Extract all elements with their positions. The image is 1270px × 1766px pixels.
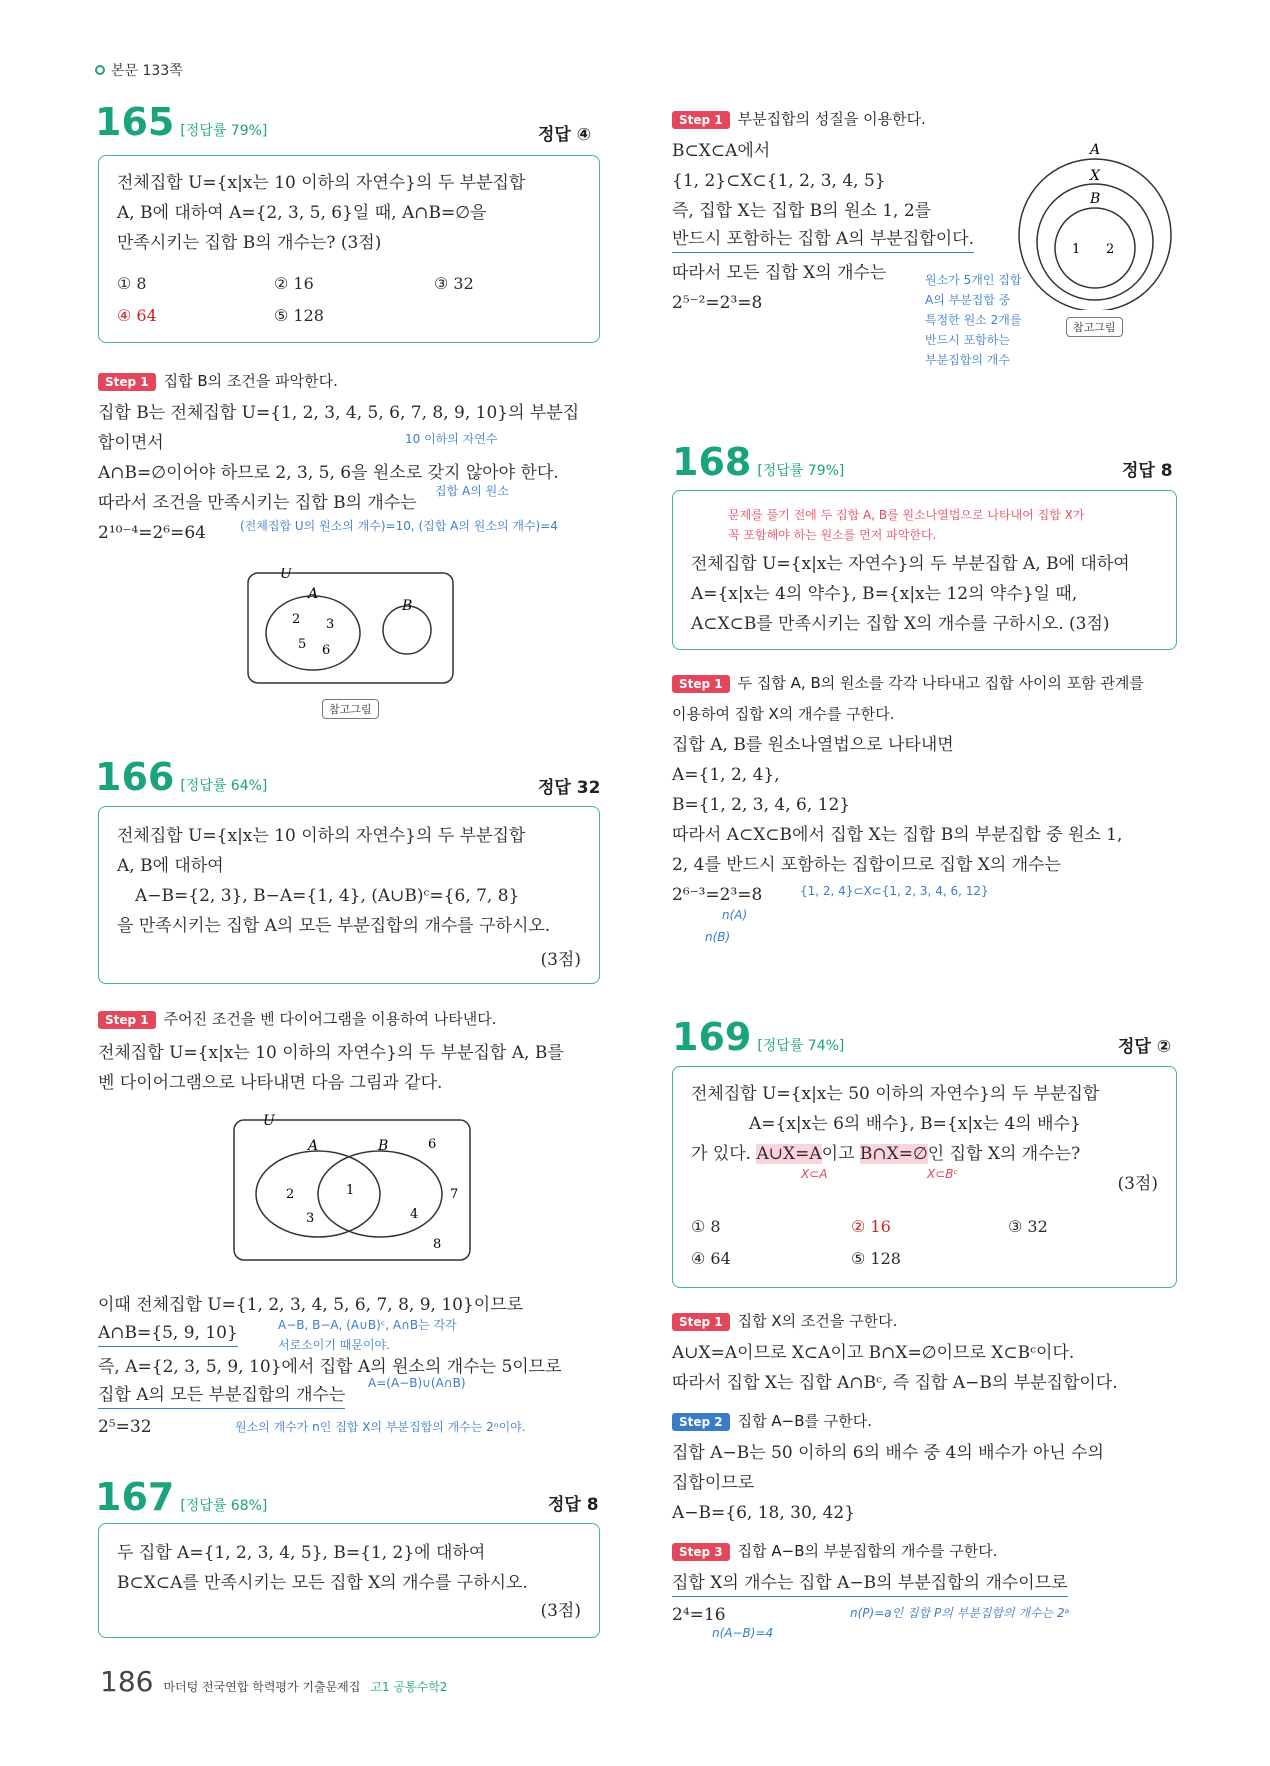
points: (3점) xyxy=(540,1601,581,1621)
solution-line: 2⁵⁻²=2³=8 xyxy=(672,293,763,313)
step-title: 주어진 조건을 벤 다이어그램을 이용하여 나타낸다. xyxy=(163,1010,497,1028)
annotation: 원소가 5개인 집합 xyxy=(925,273,1022,287)
problem-166-header xyxy=(95,755,267,799)
step-169-3 xyxy=(672,1540,997,1561)
choice-4-selected: ④ 64 xyxy=(117,306,157,325)
problem-165-header xyxy=(95,100,267,144)
annotation-block xyxy=(925,270,1021,370)
problem-number: 165 xyxy=(95,100,175,144)
step-title: 집합 A−B의 부분집합의 개수를 구한다. xyxy=(737,1542,998,1560)
question-line: 전체집합 U={x|x는 자연수}의 두 부분집합 A, B에 대하여 xyxy=(691,554,1130,574)
annotation: n(A) xyxy=(722,908,748,922)
question-line: 전체집합 U={x|x는 10 이하의 자연수}의 두 부분집합 xyxy=(117,173,526,193)
solution-line: B⊂X⊂A에서 xyxy=(672,141,771,161)
solution-line: 이때 전체집합 U={1, 2, 3, 4, 5, 6, 7, 8, 9, 10}이므로 xyxy=(98,1295,524,1315)
step-title: 부분집합의 성질을 이용한다. xyxy=(737,110,926,128)
label-a: A xyxy=(308,1138,319,1154)
annotation: A의 부분집합 중 xyxy=(925,293,1011,307)
annotation: n(B) xyxy=(705,930,731,944)
solution-line: 집합 A의 모든 부분집합의 개수는 xyxy=(98,1382,345,1409)
annotation: {1, 2, 4}⊂X⊂{1, 2, 3, 4, 6, 12} xyxy=(800,884,989,898)
venn-diagram-165 xyxy=(240,568,460,688)
accuracy-rate: [정답률 74%] xyxy=(757,1038,845,1054)
element: 3 xyxy=(326,617,335,632)
solution-line: A∩B=∅이어야 하므로 2, 3, 5, 6을 원소로 갖지 않아야 한다. xyxy=(98,463,559,483)
accuracy-rate: [정답률 68%] xyxy=(180,1498,268,1514)
step-166 xyxy=(98,1008,497,1029)
label-u: U xyxy=(280,568,292,582)
accuracy-rate: [정답률 64%] xyxy=(180,778,268,794)
element: 1 xyxy=(346,1183,355,1198)
page-number: 186 xyxy=(100,1665,154,1698)
problem-167-header xyxy=(95,1475,267,1519)
accuracy-rate: [정답률 79%] xyxy=(180,123,268,139)
step-badge: Step 1 xyxy=(98,1011,156,1029)
annotation: 10 이하의 자연수 xyxy=(405,432,498,446)
set-a-circle xyxy=(266,596,360,670)
question-box-169 xyxy=(672,1066,1177,1288)
element: 6 xyxy=(322,643,331,658)
hint-line: 문제를 풀기 전에 두 집합 A, B를 원소나열법으로 나타내어 집합 X가 xyxy=(728,508,1085,522)
step-167 xyxy=(672,108,926,129)
solution-line: A∩B={5, 9, 10} xyxy=(98,1320,238,1347)
element: 3 xyxy=(306,1211,315,1226)
solution-line: 벤 다이어그램으로 나타내면 다음 그림과 같다. xyxy=(98,1073,443,1093)
annotation: n(P)=a인 집합 P의 부분집합의 개수는 2ᵃ xyxy=(850,1606,1070,1620)
footer xyxy=(100,1665,447,1698)
step-badge: Step 1 xyxy=(672,1313,730,1331)
step-badge: Step 1 xyxy=(672,675,730,693)
question-line: 을 만족시키는 집합 A의 모든 부분집합의 개수를 구하시오. xyxy=(117,916,551,936)
label-b: B xyxy=(402,598,413,614)
label-b: B xyxy=(378,1138,389,1154)
solution-line: 따라서 집합 X는 집합 A∩Bᶜ, 즉 집합 A−B의 부분집합이다. xyxy=(672,1373,1118,1393)
label-u: U xyxy=(263,1113,275,1129)
question-line: A, B에 대하여 xyxy=(117,856,224,876)
solution-line: 집합이므로 xyxy=(672,1473,755,1493)
question-line: A−B={2, 3}, B−A={1, 4}, (A∪B)ᶜ={6, 7, 8} xyxy=(135,886,520,906)
question-box-168 xyxy=(672,490,1177,650)
choice-2-selected: ② 16 xyxy=(851,1217,891,1236)
solution-line: 즉, A={2, 3, 5, 9, 10}에서 집합 A의 원소의 개수는 5이므로 xyxy=(98,1357,562,1377)
element: 2 xyxy=(286,1187,295,1202)
choice-5: ⑤ 128 xyxy=(274,306,324,325)
venn-diagram-166 xyxy=(228,1112,478,1267)
solution-line: B={1, 2, 3, 4, 6, 12} xyxy=(672,795,851,815)
page-ref-text: 본문 133쪽 xyxy=(111,63,183,79)
question-line: 만족시키는 집합 B의 개수는? (3점) xyxy=(117,233,382,253)
element: 6 xyxy=(428,1137,437,1152)
solution-line: A={1, 2, 4}, xyxy=(672,765,780,785)
annotation: X⊂Bᶜ xyxy=(927,1167,958,1181)
solution-line: 2⁶⁻³=2³=8 xyxy=(672,885,763,905)
solution-line: A−B={6, 18, 30, 42} xyxy=(672,1503,856,1523)
element: 1 xyxy=(1072,242,1081,257)
label-a: A xyxy=(308,586,319,602)
universal-set-box xyxy=(248,573,453,683)
question-line: A, B에 대하여 A={2, 3, 5, 6}일 때, A∩B=∅을 xyxy=(117,203,487,223)
annotation: 부분집합의 개수 xyxy=(925,353,1010,367)
points: (3점) xyxy=(540,950,581,970)
annotation: A=(A−B)∪(A∩B) xyxy=(368,1376,466,1390)
label-b: B xyxy=(1090,191,1101,207)
annotation: A−B, B−A, (A∪B)ᶜ, A∩B는 각각 xyxy=(278,1318,457,1332)
annotation: X⊂A xyxy=(801,1167,828,1181)
annotation: 집합 A의 원소 xyxy=(435,484,509,498)
problem-number: 166 xyxy=(95,755,175,799)
question-line: 두 집합 A={1, 2, 3, 4, 5}, B={1, 2}에 대하여 xyxy=(117,1543,486,1563)
solution-line: 합이면서 xyxy=(98,433,164,453)
solution-line: 2⁴=16 xyxy=(672,1605,726,1625)
element: 2 xyxy=(292,612,301,627)
answer-169: 정답 ② xyxy=(1118,1037,1172,1057)
step-title: 집합 A−B를 구한다. xyxy=(737,1412,873,1430)
problem-number: 167 xyxy=(95,1475,175,1519)
page-reference xyxy=(95,60,183,80)
choice-5: ⑤ 128 xyxy=(851,1249,901,1268)
step-title-continued: 이용하여 집합 X의 개수를 구한다. xyxy=(672,705,895,723)
choice-1: ① 8 xyxy=(117,274,147,293)
step-badge: Step 1 xyxy=(98,373,156,391)
label-x: X xyxy=(1090,168,1100,184)
step-badge: Step 3 xyxy=(672,1543,730,1561)
answer-166: 정답 32 xyxy=(538,778,601,798)
solution-line: 반드시 포함하는 집합 A의 부분집합이다. xyxy=(672,226,974,253)
solution-line: 집합 A−B는 50 이하의 6의 배수 중 4의 배수가 아닌 수의 xyxy=(672,1443,1104,1463)
solution-line: 따라서 A⊂X⊂B에서 집합 X는 집합 B의 부분집합 중 원소 1, xyxy=(672,825,1123,845)
text: 이고 xyxy=(821,1144,860,1164)
annotation: 원소의 개수가 n인 집합 X의 부분집합의 개수는 2ⁿ이야. xyxy=(235,1420,526,1434)
element: 7 xyxy=(450,1187,459,1202)
annotation: n(A−B)=4 xyxy=(712,1626,774,1640)
nested-sets-diagram-167 xyxy=(1010,140,1180,310)
question-box-165 xyxy=(98,155,600,343)
question-line: A⊂X⊂B를 만족시키는 집합 X의 개수를 구하시오. (3점) xyxy=(691,614,1110,634)
choice-1: ① 8 xyxy=(691,1217,721,1236)
problem-168-header xyxy=(672,440,844,484)
circle-icon xyxy=(95,65,105,75)
element: 5 xyxy=(298,637,307,652)
solution-line: 2⁵=32 xyxy=(98,1417,152,1437)
answer-165: 정답 ④ xyxy=(538,125,592,145)
solution-line: 집합 X의 개수는 집합 A−B의 부분집합의 개수이므로 xyxy=(672,1570,1068,1597)
set-b-circle xyxy=(1055,208,1135,288)
step-title: 집합 X의 조건을 구한다. xyxy=(737,1312,898,1330)
solution-line: 2, 4를 반드시 포함하는 집합이므로 집합 X의 개수는 xyxy=(672,855,1061,875)
question-line: A={x|x는 4의 약수}, B={x|x는 12의 약수}일 때, xyxy=(691,584,1078,604)
solution-line: 집합 A, B를 원소나열법으로 나타내면 xyxy=(672,735,954,755)
hint-block xyxy=(728,505,1084,545)
element: 4 xyxy=(410,1207,419,1222)
book-title: 마더텅 전국연합 학력평가 기출문제집 xyxy=(163,1680,361,1694)
annotation: 서로소이기 때문이야. xyxy=(278,1338,390,1352)
element: 8 xyxy=(433,1237,442,1252)
highlighted-condition: A∪X=A xyxy=(756,1144,822,1164)
solution-line: A∪X=A이므로 X⊂A이고 B∩X=∅이므로 X⊂Bᶜ이다. xyxy=(672,1343,1075,1363)
problem-169-header xyxy=(672,1015,844,1059)
annotation: 반드시 포함하는 xyxy=(925,333,1010,347)
solution-line: 따라서 모든 집합 X의 개수는 xyxy=(672,263,887,283)
step-165 xyxy=(98,370,338,391)
solution-line: 2¹⁰⁻⁴=2⁶=64 xyxy=(98,523,206,543)
solution-line: 집합 B는 전체집합 U={1, 2, 3, 4, 5, 6, 7, 8, 9, 10}의 부분집 xyxy=(98,403,580,423)
highlighted-condition: B∩X=∅ xyxy=(859,1144,928,1164)
hint-line: 꼭 포함해야 하는 원소를 먼저 파악한다. xyxy=(728,528,937,542)
problem-number: 169 xyxy=(672,1015,752,1059)
reference-figure-tag: 참고그림 xyxy=(322,699,379,719)
solution-line: 전체집합 U={x|x는 10 이하의 자연수}의 두 부분집합 A, B를 xyxy=(98,1043,564,1063)
question-line: B⊂X⊂A를 만족시키는 모든 집합 X의 개수를 구하시오. xyxy=(117,1573,528,1593)
step-title: 집합 B의 조건을 파악한다. xyxy=(163,372,338,390)
solution-line: {1, 2}⊂X⊂{1, 2, 3, 4, 5} xyxy=(672,171,886,191)
reference-figure-tag: 참고그림 xyxy=(1066,317,1123,337)
subject: 고1 공통수학2 xyxy=(370,1680,448,1694)
step-169-1 xyxy=(672,1310,897,1331)
annotation: (전체집합 U의 원소의 개수)=10, (집합 A의 원소의 개수)=4 xyxy=(240,519,558,533)
points: (3점) xyxy=(1117,1174,1158,1194)
answer-167: 정답 8 xyxy=(548,1495,599,1515)
question-box-166 xyxy=(98,806,600,984)
step-badge: Step 1 xyxy=(672,111,730,129)
text: 인 집합 X의 개수는? xyxy=(927,1144,1081,1164)
question-line: 전체집합 U={x|x는 50 이하의 자연수}의 두 부분집합 xyxy=(691,1084,1100,1104)
choice-3: ③ 32 xyxy=(434,274,474,293)
question-box-167 xyxy=(98,1523,600,1638)
choice-2: ② 16 xyxy=(274,274,314,293)
step-title: 두 집합 A, B의 원소를 각각 나타내고 집합 사이의 포함 관계를 xyxy=(737,674,1144,692)
annotation: 특정한 원소 2개를 xyxy=(925,313,1022,327)
element: 2 xyxy=(1106,242,1115,257)
step-168 xyxy=(672,672,1144,693)
accuracy-rate: [정답률 79%] xyxy=(757,463,845,479)
question-line: 전체집합 U={x|x는 10 이하의 자연수}의 두 부분집합 xyxy=(117,826,526,846)
step-badge: Step 2 xyxy=(672,1413,730,1431)
label-a: A xyxy=(1090,142,1101,158)
text: 가 있다. xyxy=(691,1144,757,1164)
step-169-2 xyxy=(672,1410,872,1431)
solution-line: 따라서 조건을 만족시키는 집합 B의 개수는 xyxy=(98,493,417,513)
answer-168: 정답 8 xyxy=(1122,461,1173,481)
choice-3: ③ 32 xyxy=(1008,1217,1048,1236)
solution-line: 즉, 집합 X는 집합 B의 원소 1, 2를 xyxy=(672,201,932,221)
choice-4: ④ 64 xyxy=(691,1249,731,1268)
question-line: A={x|x는 6의 배수}, B={x|x는 4의 배수} xyxy=(749,1114,1081,1134)
problem-number: 168 xyxy=(672,440,752,484)
question-line-3 xyxy=(691,1139,1080,1169)
